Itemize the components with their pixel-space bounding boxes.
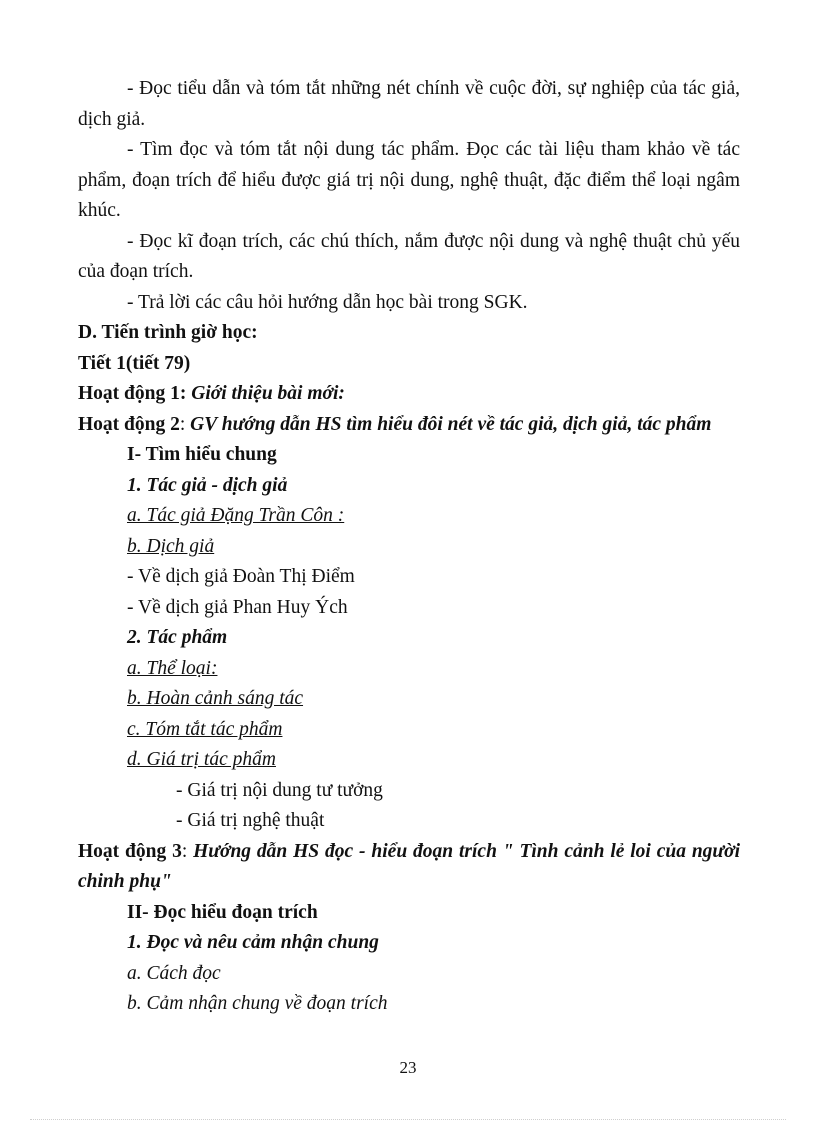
activity-2-title: GV hướng dẫn HS tìm hiểu đôi nét về tác giả, dịch giả, tác phẩm [190, 413, 712, 435]
part-2-item-a: a. Cách đọc [127, 962, 221, 984]
part-1-item-a-text: a. Tác giả Đặng Trần Côn : [127, 505, 345, 526]
work-item-a-text: a. Thể loại: [127, 657, 218, 679]
page-bottom-divider [30, 1119, 786, 1120]
work-item-a [78, 654, 740, 685]
part-1-item-b-text: b. Dịch giả [127, 535, 215, 557]
activity-3 [78, 837, 740, 898]
paragraph-answer-questions: - Trả lời các câu hỏi hướng dẫn học bài trong SGK. [127, 291, 528, 313]
activity-2-colon: : [179, 413, 191, 435]
activity-3-colon: : [181, 840, 194, 862]
value-bullet-art: - Giá trị nghệ thuật [176, 810, 325, 831]
activity-1-title: Giới thiệu bài mới: [191, 383, 345, 404]
work-item-d [78, 745, 740, 776]
work-item-c [78, 715, 740, 746]
activity-2 [78, 410, 740, 441]
activity-3-title: Hướng dẫn HS đọc - hiểu đoạn trích " Tình cảnh lẻ loi của người chinh phụ" [78, 840, 740, 892]
lesson-heading: Tiết 1(tiết 79) [78, 352, 191, 374]
paragraph-read-excerpt: - Đọc kĩ đoạn trích, các chú thích, nắm được nội dung và nghệ thuật chủ yếu của đoạn trích. [78, 230, 740, 282]
translator-bullet-1: - Về dịch giả Đoàn Thị Điểm [127, 566, 355, 587]
part-1-heading: I- Tìm hiểu chung [127, 444, 277, 465]
activity-1-label: Hoạt động 1: [78, 383, 192, 404]
work-item-b [78, 684, 740, 715]
activity-1 [78, 379, 740, 410]
work-item-d-text: d. Giá trị tác phẩm [127, 749, 276, 770]
work-item-c-text: c. Tóm tắt tác phẩm [127, 718, 283, 740]
translator-bullet-2: - Về dịch giả Phan Huy Ých [127, 596, 348, 618]
part-2-item-b: b. Cảm nhận chung về đoạn trích [127, 993, 388, 1014]
activity-2-label: Hoạt động 2 [78, 413, 180, 435]
activity-3-label: Hoạt động 3 [78, 840, 182, 862]
paragraph-read-intro: - Đọc tiểu dẫn và tóm tắt những nét chính về cuộc đời, sự nghiệp của tác giả, dịch giả. [78, 78, 740, 130]
section-heading-d: D. Tiến trình giờ học: [78, 322, 258, 343]
page-number: 23 [399, 1058, 417, 1077]
part-1-item-b [78, 532, 740, 563]
part-1-sub-author: 1. Tác giả - dịch giả [127, 474, 288, 496]
work-item-b-text: b. Hoàn cảnh sáng tác [127, 688, 304, 709]
paragraph-read-work: - Tìm đọc và tóm tắt nội dung tác phẩm. Đọc các tài liệu tham khảo về tác phẩm, đoạn trích để hiểu được giá trị nội dung, nghệ thuật, đặc điểm thể loại ngâm khúc. [78, 139, 740, 221]
part-2-heading: II- Đọc hiểu đoạn trích [127, 901, 318, 923]
part-1-item-a [78, 501, 740, 532]
part-2-sub-reading: 1. Đọc và nêu cảm nhận chung [127, 932, 379, 953]
part-1-sub-work: 2. Tác phẩm [127, 627, 228, 648]
value-bullet-content: - Giá trị nội dung tư tưởng [176, 779, 383, 801]
page-content [78, 74, 740, 1020]
